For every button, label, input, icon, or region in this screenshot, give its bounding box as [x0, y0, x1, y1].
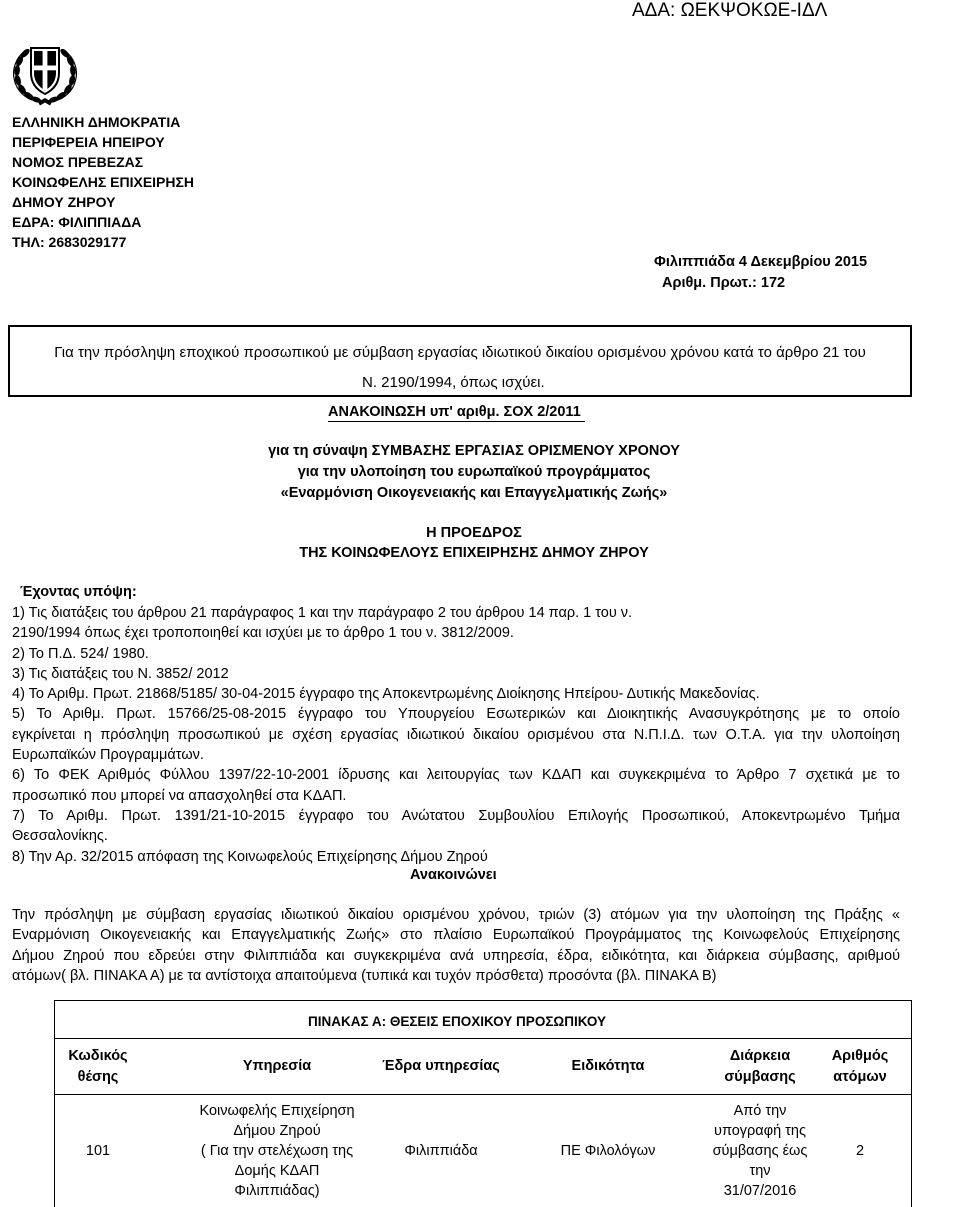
- issuer-block: [12, 523, 936, 563]
- header-line: ΝΟΜΟΣ ΠΡΕΒΕΖΑΣ: [12, 154, 144, 170]
- announcement-body: [12, 905, 900, 986]
- table-divider: [55, 1038, 911, 1039]
- cell-service: [182, 1101, 372, 1201]
- list-item: 3) Τις διατάξεις του Ν. 3852/ 2012: [12, 665, 229, 682]
- header-line: ΔΗΜΟΥ ΖΗΡΟΥ: [12, 194, 116, 210]
- header-persons-line: ατόμων: [833, 1069, 887, 1085]
- body-line: Εναρμόνιση Οικογενειακής και Επαγγελματικής Ζωής» στο πλαίσιο Ευρωπαϊκού Προγράμματος της Κοινωφελούς Επιχείρησης: [12, 927, 900, 944]
- announces-heading: Ανακοινώνει: [410, 867, 497, 883]
- subject-line: Για την πρόσληψη εποχικού προσωπικού με σύμβαση εργασίας ιδιωτικού δικαίου ορισμένου χρόνου κατά το άρθρο 21 του: [54, 344, 866, 361]
- cell-seat: [371, 1141, 511, 1161]
- list-item: 5) Το Αριθμ. Πρωτ. 15766/25-08-2015 έγγραφο του Υπουργείου Εσωτερικών και Διοικητικής Ανασυγκρότησης με το οποίο: [12, 706, 900, 723]
- header-code-line: Κωδικός: [68, 1048, 128, 1064]
- cell-persons-text: 2: [855, 1143, 865, 1159]
- subject-line: Ν. 2190/1994, όπως ισχύει.: [362, 374, 545, 391]
- header-seat-text: Έδρα υπηρεσίας: [382, 1058, 500, 1074]
- list-item: 1) Τις διατάξεις του άρθρου 21 παράγραφος 1 και την παράγραφο 2 του άρθρου 14 παρ. 1 του ν.: [12, 605, 633, 621]
- header-line: ΠΕΡΙΦΕΡΕΙΑ ΗΠΕΙΡΟΥ: [12, 134, 165, 150]
- greek-coat-of-arms-icon: [10, 35, 80, 107]
- announcement-title: [328, 402, 585, 422]
- issuer-line: ΤΗΣ ΚΟΙΝΩΦΕΛΟΥΣ ΕΠΙΧΕΙΡΗΣΗΣ ΔΗΜΟΥ ΖΗΡΟΥ: [299, 545, 649, 561]
- considering-heading: Έχοντας υπόψη:: [20, 584, 137, 600]
- cell-service-line: ( Για την στελέχωση της: [200, 1143, 354, 1159]
- cell-duration-line: σύμβασης έως: [712, 1143, 808, 1159]
- cell-service-line: Δομής ΚΔΑΠ: [234, 1163, 320, 1179]
- cell-specialty: [538, 1141, 678, 1161]
- list-item: προσωπικό που μπορεί να απασχοληθεί στα ΚΔΑΠ.: [12, 787, 347, 804]
- protocol-number: Αριθμ. Πρωτ.: 172: [662, 275, 786, 291]
- cell-seat-text: Φιλιππιάδα: [404, 1143, 478, 1159]
- body-line: ατόμων( βλ. ΠΙΝΑΚΑ Α) με τα αντίστοιχα απαιτούμενα (τυπικά και τυχόν πρόσθετα) προσόντα (βλ. ΠΙΝΑΚΑ Β): [12, 967, 717, 984]
- list-item: εγκρίνεται η πρόσληψη προσωπικού με σχέση εργασίας ιδιωτικού δικαίου ορισμένου στα Ν.Π.Ι.Δ. των Ο.Τ.Α. για την υλοποίηση: [12, 726, 900, 743]
- list-item: 4) Το Αριθμ. Πρωτ. 21868/5185/ 30-04-2015 έγγραφο της Αποκεντρωμένης Διοίκησης Ηπείρου- Δυτικής Μακεδονίας.: [12, 686, 760, 703]
- list-item: 8) Την Αρ. 32/2015 απόφαση της Κοινωφελούς Επιχείρησης Δήμου Ζηρού: [12, 848, 488, 865]
- document-date: Φιλιππιάδα 4 Δεκεμβρίου 2015: [654, 254, 868, 270]
- header-line: ΕΔΡΑ: ΦΙΛΙΠΠΙΑΔΑ: [12, 214, 142, 230]
- body-line: Δήμου Ζηρού που εδρεύει στην Φιλιππιάδα και συγκεκριμένα ανά υπηρεσία, έδρα, ειδικότητα, και διάρκεια σύμβασης, αριθμού: [12, 947, 900, 964]
- considering-list: [12, 603, 900, 867]
- header-code-line: θέσης: [77, 1069, 119, 1085]
- header-duration-line: Διάρκεια: [729, 1048, 791, 1064]
- table-divider: [55, 1094, 911, 1095]
- subject-box: [8, 325, 912, 397]
- cell-duration: [700, 1101, 820, 1201]
- header-code: [58, 1046, 138, 1088]
- cell-duration-line: την: [749, 1163, 771, 1179]
- cell-service-line: Δήμου Ζηρού: [233, 1123, 321, 1139]
- header-specialty-text: Ειδικότητα: [571, 1058, 645, 1074]
- header-duration: [700, 1046, 820, 1088]
- purpose-line: για την υλοποίηση του ευρωπαϊκού προγράμματος: [297, 464, 651, 480]
- cell-duration-line: υπογραφή της: [714, 1123, 806, 1139]
- header-line: ΕΛΛΗΝΙΚΗ ΔΗΜΟΚΡΑΤΙΑ: [12, 114, 181, 130]
- list-item: Θεσσαλονίκης.: [12, 828, 108, 845]
- header-duration-line: σύμβασης: [724, 1069, 796, 1085]
- header-seat: [371, 1056, 511, 1077]
- header-line: ΤΗΛ: 2683029177: [12, 234, 127, 250]
- purpose-block: [12, 441, 936, 504]
- ada-code: ΑΔΑ: ΩΕΚΨΟΚΩΕ-ΙΔΛ: [632, 0, 828, 21]
- header-service: [182, 1056, 372, 1077]
- purpose-line: «Εναρμόνιση Οικογενειακής και Επαγγελματικής Ζωής»: [280, 485, 668, 501]
- cell-duration-line: 31/07/2016: [723, 1183, 797, 1199]
- list-item: Ευρωπαϊκών Προγραμμάτων.: [12, 747, 204, 764]
- purpose-line: για τη σύναψη ΣΥΜΒΑΣΗΣ ΕΡΓΑΣΙΑΣ ΟΡΙΣΜΕΝΟΥ ΧΡΟΝΟΥ: [268, 443, 680, 459]
- issuer-header: [12, 112, 194, 252]
- body-line: Την πρόσληψη με σύμβαση εργασίας ιδιωτικού δικαίου ορισμένου χρόνου, τριών (3) ατόμων για την υλοποίηση της Πράξης «: [12, 907, 900, 923]
- issuer-line: Η ΠΡΟΕΔΡΟΣ: [426, 525, 522, 541]
- cell-specialty-text: ΠΕ Φιλολόγων: [560, 1143, 656, 1159]
- cell-service-line: Κοινωφελής Επιχείρηση: [199, 1103, 355, 1119]
- header-persons-line: Αριθμός: [831, 1048, 889, 1064]
- list-item: 7) Το Αριθμ. Πρωτ. 1391/21-10-2015 έγγραφο του Ανώτατου Συμβουλίου Επιλογής Προσωπικού, Αποκεντρωμένο Τμήμα: [12, 807, 900, 824]
- positions-table: [54, 1000, 912, 1207]
- cell-persons: [820, 1141, 900, 1161]
- list-item: 2) Το Π.Δ. 524/ 1980.: [12, 645, 149, 662]
- cell-code: [58, 1141, 138, 1161]
- header-line: ΚΟΙΝΩΦΕΛΗΣ ΕΠΙΧΕΙΡΗΣΗ: [12, 174, 195, 190]
- cell-code-text: 101: [85, 1143, 111, 1159]
- announcement-title-text: ΑΝΑΚΟΙΝΩΣΗ υπ' αριθμ. ΣΟΧ 2/2011: [328, 404, 585, 422]
- list-item: 2190/1994 όπως έχει τροποποιηθεί και ισχύει με το άρθρο 1 του ν. 3812/2009.: [12, 625, 514, 642]
- cell-service-line: Φιλιππιάδας): [234, 1183, 320, 1199]
- list-item: 6) Το ΦΕΚ Αριθμός Φύλλου 1397/22-10-2001 ίδρυσης και λειτουργίας των ΚΔΑΠ και συγκεκριμένα το Άρθρο 7 σχετικά με το: [12, 767, 900, 784]
- header-persons: [820, 1046, 900, 1088]
- cell-duration-line: Από την: [733, 1103, 787, 1119]
- header-service-text: Υπηρεσία: [242, 1058, 312, 1074]
- header-specialty: [538, 1056, 678, 1077]
- table-title: ΠΙΝΑΚΑΣ Α: ΘΕΣΕΙΣ ΕΠΟΧΙΚΟΥ ΠΡΟΣΩΠΙΚΟΥ: [307, 1014, 606, 1029]
